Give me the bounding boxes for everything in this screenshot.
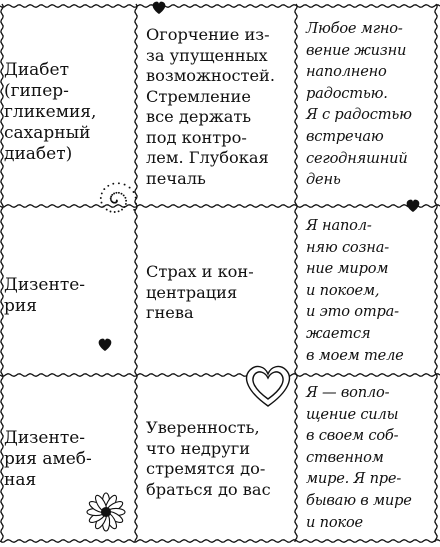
affirmation-text-line: сегодняшний <box>306 149 408 167</box>
cause-cell <box>146 262 292 324</box>
spiral-dot <box>107 185 109 187</box>
affirmation-text-line: бываю в мире <box>306 491 412 509</box>
spiral-dot <box>101 202 103 204</box>
spiral-dot <box>125 203 127 205</box>
cause-text-line: Страх и кон- <box>146 262 254 281</box>
heart-icon <box>407 200 420 212</box>
affirmation-text-line: и это отра- <box>306 303 399 321</box>
affirmation-text-line: щение силы <box>306 405 399 423</box>
affirmation-text-line: няю созна- <box>306 238 389 256</box>
spiral-dot <box>123 194 125 196</box>
spiral-dot <box>114 211 116 213</box>
affirmation-cell <box>306 382 436 533</box>
cause-text-line: браться до вас <box>146 479 271 499</box>
disease-cell <box>4 428 132 491</box>
spiral-dot <box>115 192 117 194</box>
disease-text-line: сахарный <box>4 123 91 143</box>
disease-text-line: ная <box>4 470 37 490</box>
affirmation-text-line: встречаю <box>306 127 384 145</box>
affirmation-text-line: ние миром <box>306 260 389 278</box>
spiral-dot <box>100 197 102 199</box>
cause-text-line: центрация <box>146 282 238 302</box>
spiral-dot <box>118 210 120 212</box>
disease-text-line: (гипер- <box>4 81 69 101</box>
spiral-dot <box>103 188 105 190</box>
affirmation-text-line: жается <box>306 324 371 342</box>
spiral-dot <box>135 197 137 199</box>
spiral-dot <box>110 199 112 201</box>
affirmation-text-line: наполнено <box>306 63 387 81</box>
disease-cell <box>4 60 132 165</box>
affirmation-text-line: ственном <box>306 448 384 466</box>
spiral-dot <box>111 194 113 196</box>
cause-text-line: Стремление <box>146 86 251 106</box>
affirmation-text-line: Любое мгно- <box>306 20 403 37</box>
grid-line-row1 <box>0 205 440 208</box>
disease-text-line: гликемия, <box>4 102 97 122</box>
cause-text-line: Огорчение из- <box>146 25 270 44</box>
spiral-dot <box>113 193 115 195</box>
spiral-dot <box>118 192 120 194</box>
grid-line-col2 <box>295 4 297 542</box>
spiral-dot <box>125 200 127 202</box>
cause-cell <box>146 25 292 189</box>
spiral-dot <box>101 192 103 194</box>
affirmation-text-line: Я напол- <box>306 217 372 234</box>
cause-text-line: возможностей. <box>146 66 275 85</box>
cause-text-line: гнева <box>146 303 194 322</box>
affirmation-text-line: и покое <box>306 513 363 531</box>
flower-center <box>102 508 111 517</box>
spiral-dot <box>124 197 126 199</box>
disease-text-line: Дизенте- <box>4 275 86 295</box>
disease-text-line: Дизенте- <box>4 428 86 448</box>
grid-line-left <box>1 4 3 542</box>
cause-text-line: лем. Глубокая <box>146 148 269 167</box>
affirmation-text-line: и покоем, <box>306 281 380 299</box>
affirmation-cell <box>306 18 436 191</box>
spiral-dot <box>110 197 112 199</box>
disease-text-line: рия <box>4 296 37 316</box>
affirmation-text-line: Я с радостью <box>306 106 412 124</box>
spiral-dot <box>103 206 105 208</box>
spiral-dot <box>124 184 126 186</box>
affirmation-text-line: радостью. <box>306 84 388 102</box>
cause-text-line: под контро- <box>146 127 247 147</box>
affirmation-cell <box>306 215 436 366</box>
spiral-dot <box>135 203 137 205</box>
cause-cell <box>146 418 292 500</box>
heart-icon <box>99 339 112 351</box>
spiral-dot <box>123 206 125 208</box>
affirmation-text-line: мире. Я пре- <box>306 470 402 488</box>
spiral-dot <box>121 193 123 195</box>
flower-icon <box>87 493 125 531</box>
spiral-dot <box>106 209 108 211</box>
spiral-dot <box>133 209 135 211</box>
affirmation-text-line: день <box>306 171 341 189</box>
affirmation-text-line: в моем теле <box>306 346 404 364</box>
spiral-dot <box>129 187 131 189</box>
heart-outline-icon <box>247 367 290 406</box>
cause-text-line: Уверенность, <box>146 418 260 437</box>
grid-line-col1 <box>135 4 137 542</box>
spiral-dot <box>118 182 120 184</box>
spiral-dot <box>110 211 112 213</box>
spiral-dots-icon <box>100 182 137 213</box>
spiral-dot <box>133 191 135 193</box>
disease-text-line: Диабет <box>4 60 69 80</box>
disease-cell <box>4 275 132 317</box>
disease-text-line: рия амеб- <box>4 449 92 469</box>
spiral-dot <box>110 196 112 198</box>
spiral-dot <box>112 183 114 185</box>
cause-text-line: печаль <box>146 168 206 188</box>
cause-text-line: все держать <box>146 107 252 126</box>
grid-line-row2 <box>0 374 440 377</box>
affirmation-text-line: вение жизни <box>306 41 407 59</box>
spiral-dot <box>121 209 123 211</box>
disease-text-line: диабет) <box>4 144 73 164</box>
affirmation-text-line: Я — вопло- <box>306 384 390 401</box>
affirmation-text-line: в своем соб- <box>306 427 399 445</box>
grid-line-top <box>0 5 440 8</box>
cause-text-line: что недруги <box>146 438 251 458</box>
cause-text-line: за упущенных <box>146 45 268 65</box>
heart-icon <box>153 2 166 14</box>
cause-text-line: стремятся до- <box>146 459 266 478</box>
grid-line-bottom <box>0 540 440 543</box>
